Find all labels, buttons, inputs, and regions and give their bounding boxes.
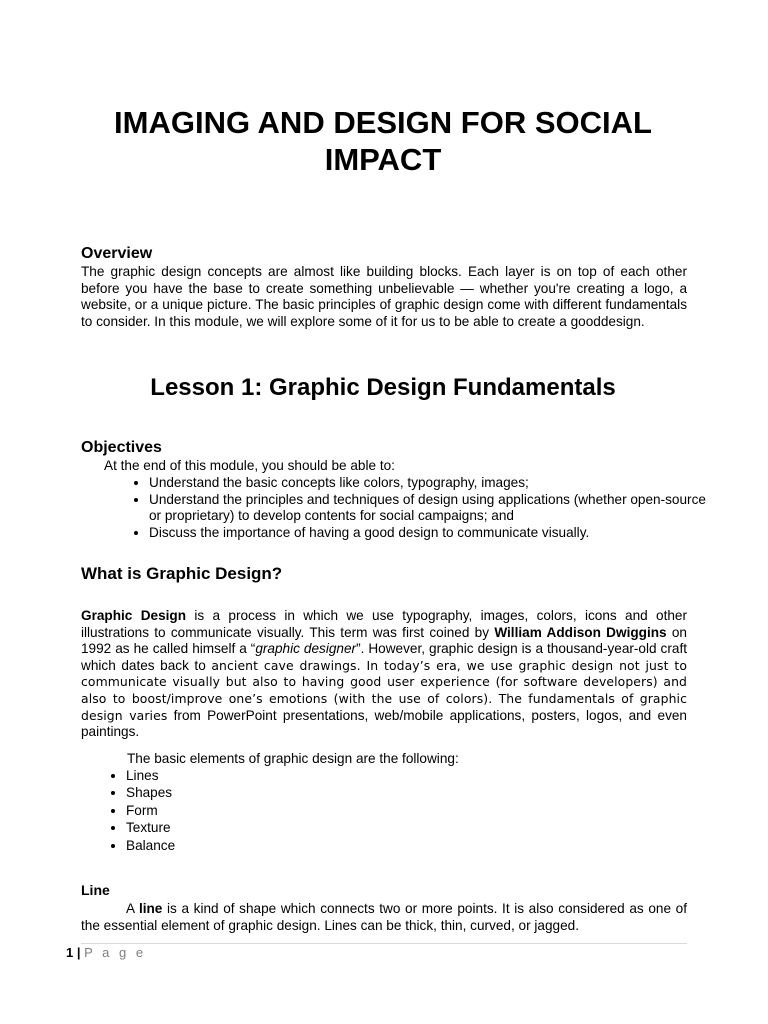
element-item: • Texture — [126, 819, 426, 836]
objective-item: • Understand the basic concepts like colors, typography, images; — [149, 475, 709, 492]
term-graphic-design: Graphic Design — [81, 608, 187, 623]
line-heading: Line — [81, 882, 110, 898]
objectives-intro: At the end of this module, you should be able to: — [104, 458, 395, 473]
title-line-2: IMPACT — [324, 142, 442, 177]
what-is-paragraph — [81, 608, 687, 741]
what-is-text-2: on 1992 as he called himself a “ — [81, 624, 687, 657]
objective-item: • Discuss the importance of having a good design to communicate visually. — [149, 525, 709, 542]
element-item: • Lines — [126, 767, 426, 784]
what-is-text-4: ancient cave drawings. In today’s era, we use graphic design not just to communicate visually but also to having good user experience (for software developers) and also to boost/improve one’s emotions (with the use of colors). The fundamentals of graphic design varies — [81, 657, 687, 723]
page-number: 1 — [66, 945, 74, 960]
person-name: William Addison Dwiggins — [494, 624, 667, 640]
overview-heading: Overview — [81, 245, 153, 262]
line-text-a: A — [126, 901, 139, 916]
quote-graphic-designer: graphic designer — [255, 641, 357, 657]
lesson-title: Lesson 1: Graphic Design Fundamentals — [150, 374, 616, 401]
objective-item: • Understand the principles and techniques of design using applications (whether open-source or proprietary) to develop contents for social campaigns; and — [149, 492, 709, 525]
elements-intro: The basic elements of graphic design are the following: — [127, 751, 459, 766]
document-title — [80, 104, 686, 178]
line-paragraph — [81, 901, 687, 934]
element-item: • Form — [126, 802, 426, 819]
page-footer — [66, 945, 146, 960]
element-item: • Balance — [126, 837, 426, 854]
objectives-heading: Objectives — [81, 439, 162, 456]
footer-divider — [81, 943, 687, 944]
what-is-text-3: ”. However, graphic design is a thousand-year-old craft which dates back to — [81, 641, 687, 673]
overview-text: The graphic design concepts are almost like building blocks. Each layer is on top of each other before you have the base to create something unbelievable — whether you're creating a logo, a website, or a unique picture. The basic principles of graphic design come with different fundamentals to consider. In this module, we will explore some of it for us to be able to create a gooddesign. — [81, 264, 687, 329]
overview-paragraph — [81, 264, 687, 330]
page-separator: | — [73, 945, 85, 960]
objectives-list — [128, 475, 709, 541]
line-text: is a kind of shape which connects two or more points. It is also considered as one of the essential element of graphic design. Lines can be thick, thin, curved, or jagged. — [81, 901, 688, 933]
page-label: P a g e — [84, 945, 147, 960]
what-is-text-5: from PowerPoint presentations, web/mobile applications, posters, logos, and even paintings. — [81, 707, 687, 740]
title-line-1: IMAGING AND DESIGN FOR SOCIAL — [114, 105, 652, 140]
term-line: line — [138, 901, 163, 916]
what-is-heading: What is Graphic Design? — [81, 564, 283, 583]
elements-list — [105, 767, 426, 854]
what-is-text-1: is a process in which we use typography, images, colors, icons and other illustrations to communicate visually. This term was first coined by — [81, 608, 688, 640]
element-item: • Shapes — [126, 784, 426, 801]
